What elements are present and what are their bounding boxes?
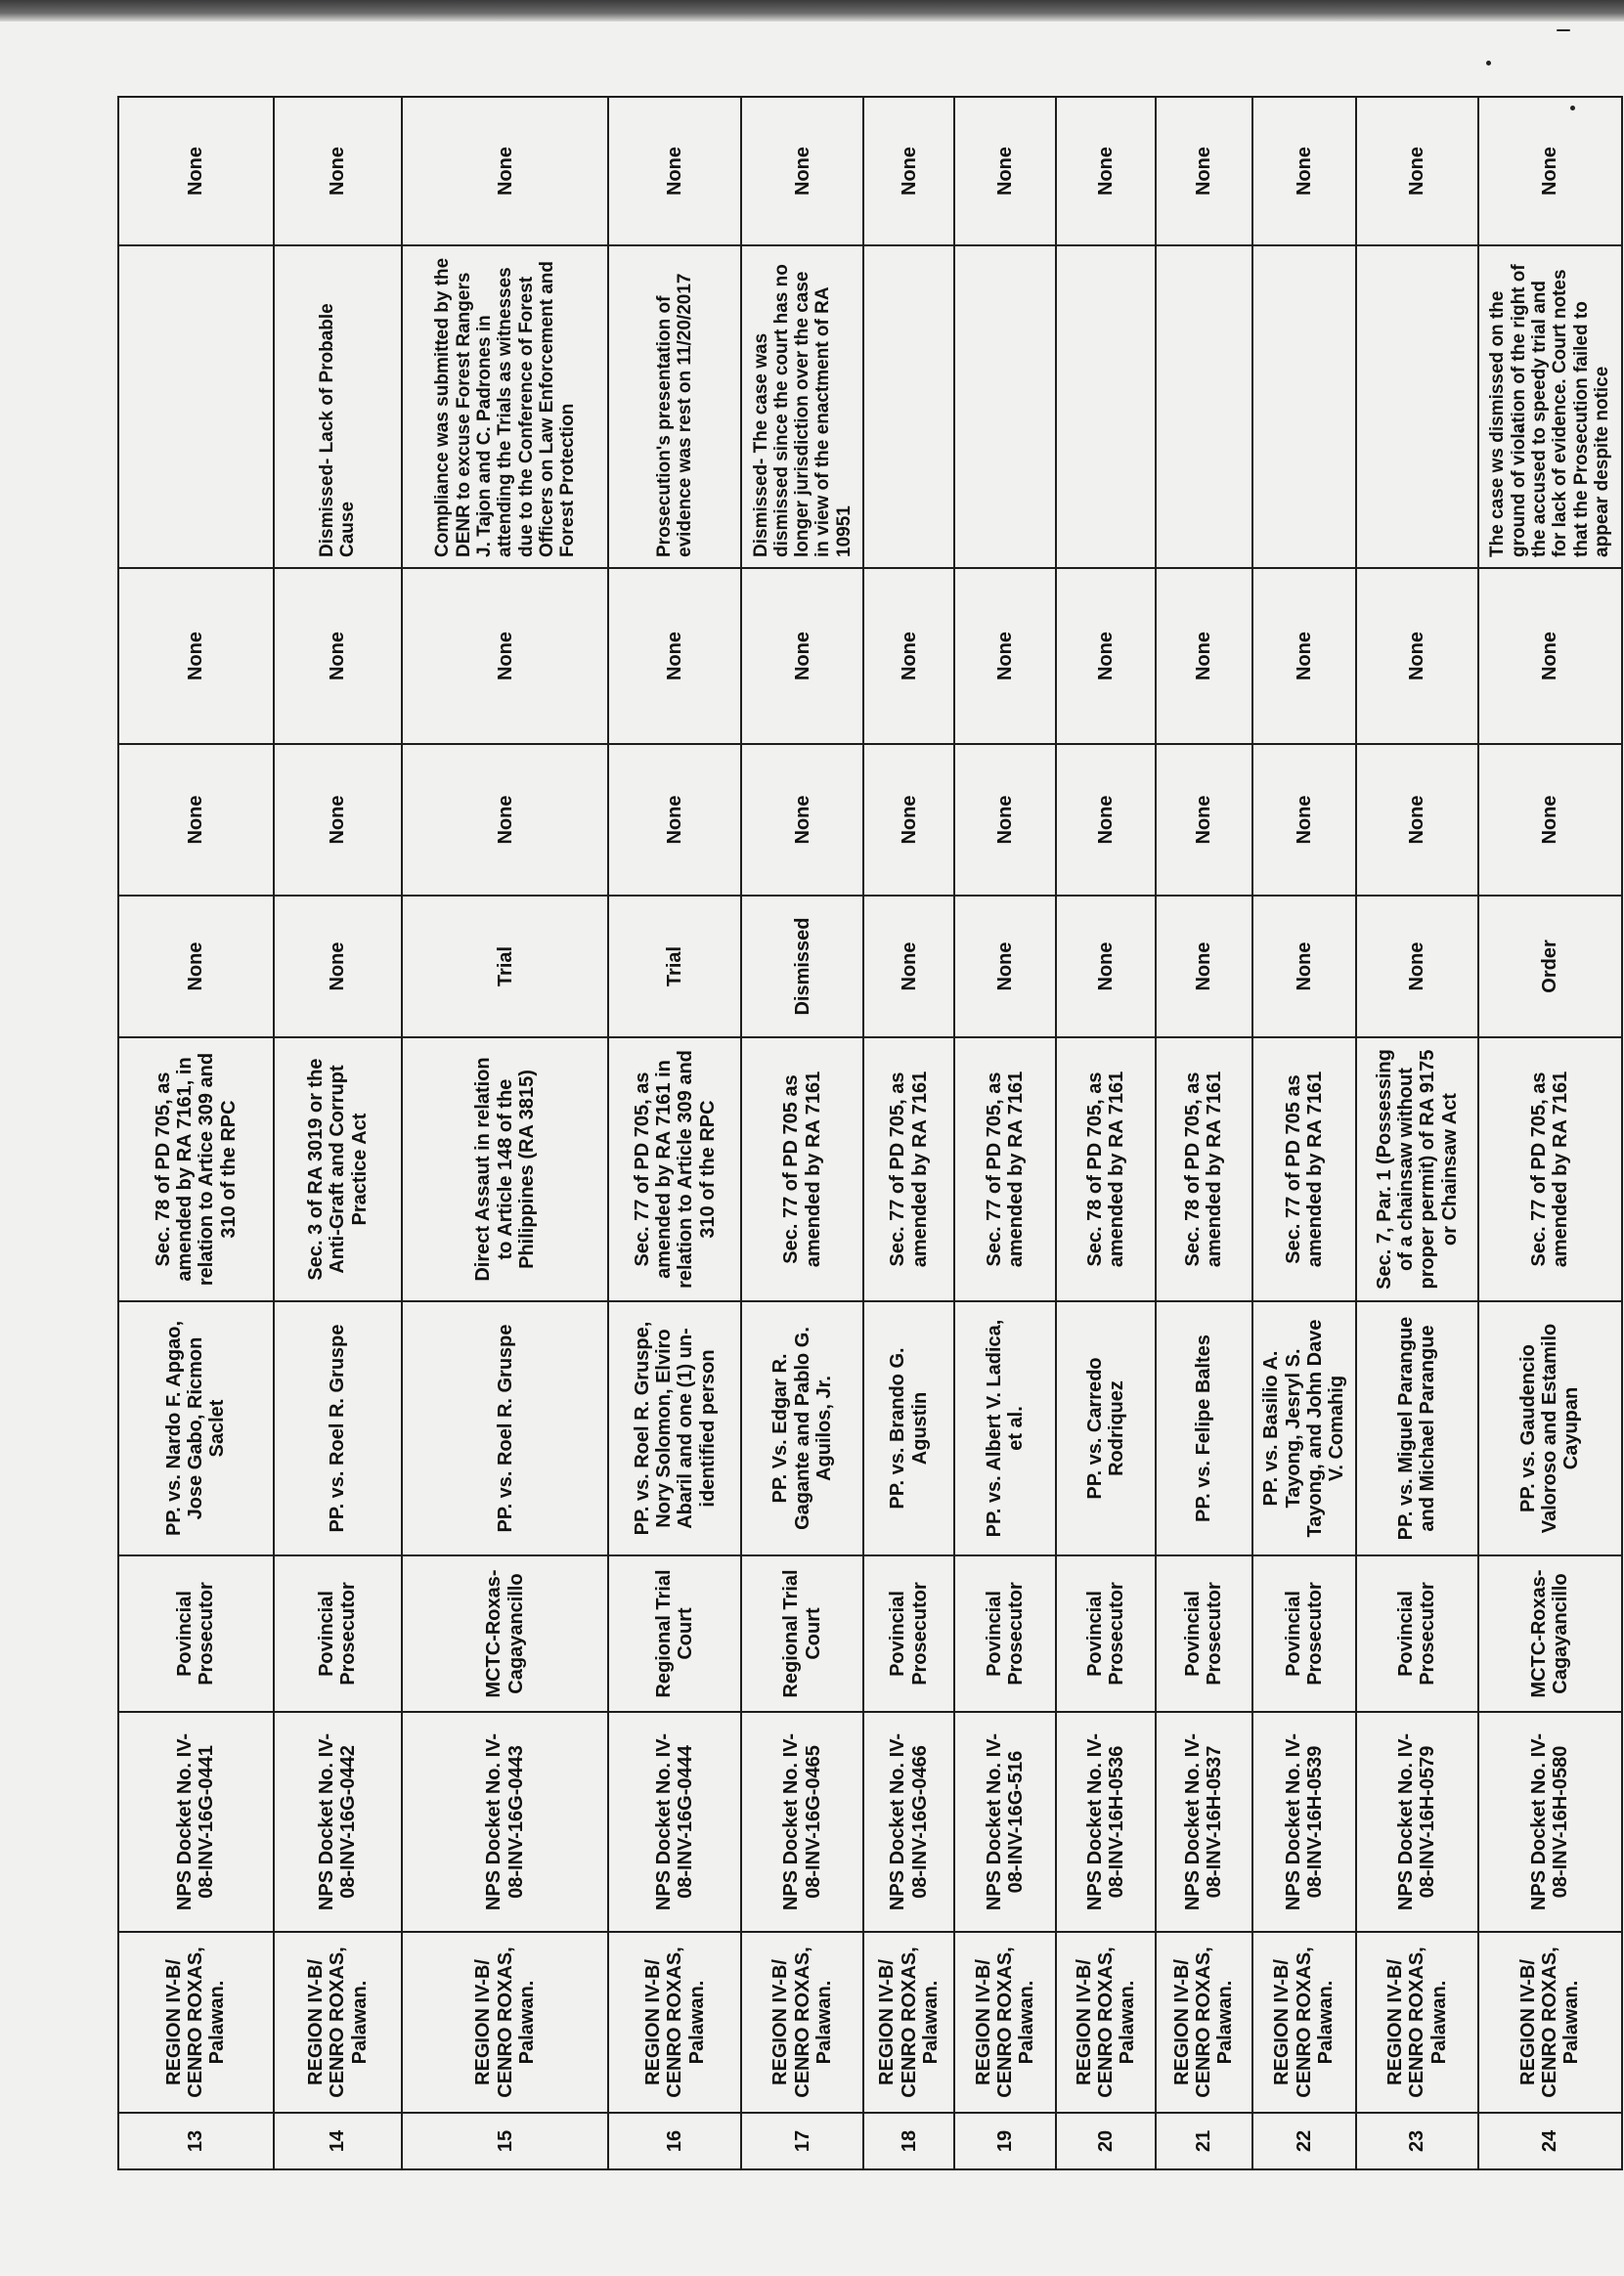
court-cell: Povincial Prosecutor [274,1555,403,1712]
court-cell: MCTC-Roxas-Cagayancillo [1478,1555,1622,1712]
remarks-cell [1056,245,1156,568]
remarks-cell: The case ws dismissed on the ground of violation of the right of the accused to speedy trial and for lack of evidence. Court notes that the Prosecution failed to appear despite notice [1478,245,1622,568]
status-cell: Dismissed [741,896,863,1037]
status-cell: None [118,896,274,1037]
rotated-page [117,98,1623,2170]
violation-cell: Sec. 77 of PD 705 as amended by RA 7161 [741,1037,863,1301]
office-cell: REGION IV-B/ CENRO ROXAS, Palawan. [1056,1932,1156,2113]
row-number-cell: 23 [1356,2113,1477,2169]
last-col-cell: None [1056,97,1156,245]
col-a-cell: None [863,744,954,896]
violation-cell: Sec. 78 of PD 705, as amended by RA 7161, in relation to Artice 309 and 310 of the RPC [118,1037,274,1301]
last-col-cell: None [402,97,608,245]
row-number-cell: 16 [608,2113,741,2169]
status-cell: Trial [402,896,608,1037]
case-title-cell: PP. vs. Roel R. Gruspe [402,1301,608,1555]
status-cell: None [1056,896,1156,1037]
docket-number-cell: NPS Docket No. IV-08-INV-16H-0536 [1056,1712,1156,1932]
case-records-table [117,96,1623,2170]
row-number-cell: 18 [863,2113,954,2169]
court-cell: MCTC-Roxas-Cagayancillo [402,1555,608,1712]
row-number-cell: 20 [1056,2113,1156,2169]
col-b-cell: None [863,568,954,744]
docket-number-cell: NPS Docket No. IV-08-INV-16H-0539 [1252,1712,1357,1932]
row-number-cell: 21 [1156,2113,1252,2169]
case-title-cell: PP. vs. Gaudencio Valoroso and Estamilo Cayupan [1478,1301,1622,1555]
col-b-cell: None [402,568,608,744]
col-a-cell: None [608,744,741,896]
remarks-cell [954,245,1056,568]
case-title-cell: PP. vs. Brando G. Agustin [863,1301,954,1555]
col-b-cell: None [1156,568,1252,744]
status-cell: None [954,896,1056,1037]
last-col-cell: None [1356,97,1477,245]
violation-cell: Sec. 3 of RA 3019 or the Anti-Graft and Corrupt Practice Act [274,1037,403,1301]
status-cell: Order [1478,896,1622,1037]
remarks-cell [1156,245,1252,568]
last-col-cell: None [863,97,954,245]
col-a-cell: None [1156,744,1252,896]
status-cell: None [274,896,403,1037]
table-row [118,97,274,2169]
docket-number-cell: NPS Docket No. IV-08-INV-16G-0466 [863,1712,954,1932]
col-a-cell: None [402,744,608,896]
last-col-cell: None [741,97,863,245]
court-cell: Povincial Prosecutor [954,1555,1056,1712]
case-title-cell: PP. Vs. Edgar R. Gagante and Pablo G. Aguilos, Jr. [741,1301,863,1555]
case-title-cell: PP. vs. Felipe Baltes [1156,1301,1252,1555]
violation-cell: Sec. 77 of PD 705 as amended by RA 7161 [1252,1037,1357,1301]
case-title-cell: PP. vs. Nardo F. Apgao, Jose Gabo, Ricmon Saclet [118,1301,274,1555]
remarks-cell: Dismissed- The case was dismissed since the court has no longer jurisdiction over the case in view of the enactment of RA 10951 [741,245,863,568]
docket-number-cell: NPS Docket No. IV-08-INV-16G-0442 [274,1712,403,1932]
status-cell: None [1356,896,1477,1037]
court-cell: Povincial Prosecutor [1356,1555,1477,1712]
case-title-cell: PP. vs. Roel R. Gruspe [274,1301,403,1555]
office-cell: REGION IV-B/ CENRO ROXAS, Palawan. [1478,1932,1622,2113]
violation-cell: Sec. 77 of PD 705, as amended by RA 7161 in relation to Article 309 and 310 of the RPC [608,1037,741,1301]
col-a-cell: None [954,744,1056,896]
status-cell: None [863,896,954,1037]
table-row [608,97,741,2169]
table-row [1478,97,1622,2169]
violation-cell: Sec. 7, Par. 1 (Possessing of a chainsaw without proper permit) of RA 9175 or Chainsaw Act [1356,1037,1477,1301]
office-cell: REGION IV-B/ CENRO ROXAS, Palawan. [608,1932,741,2113]
court-cell: Regional Trial Court [741,1555,863,1712]
status-cell: Trial [608,896,741,1037]
col-b-cell: None [1056,568,1156,744]
violation-cell: Sec. 77 of PD 705, as amended by RA 7161 [1478,1037,1622,1301]
docket-number-cell: NPS Docket No. IV-08-INV-16G-0465 [741,1712,863,1932]
table-row [1356,97,1477,2169]
col-b-cell: None [1356,568,1477,744]
last-col-cell: None [118,97,274,245]
remarks-cell [863,245,954,568]
col-b-cell: None [741,568,863,744]
table-row [274,97,403,2169]
last-col-cell: None [1156,97,1252,245]
col-b-cell: None [1252,568,1357,744]
last-col-cell: None [274,97,403,245]
last-col-cell: None [1252,97,1357,245]
docket-number-cell: NPS Docket No. IV-08-INV-16G-0444 [608,1712,741,1932]
table-row [954,97,1056,2169]
col-b-cell: None [274,568,403,744]
docket-number-cell: NPS Docket No. IV-08-INV-16H-0580 [1478,1712,1622,1932]
office-cell: REGION IV-B/ CENRO ROXAS, Palawan. [274,1932,403,2113]
col-a-cell: None [118,744,274,896]
col-a-cell: None [1056,744,1156,896]
violation-cell: Sec. 77 of PD 705, as amended by RA 7161 [863,1037,954,1301]
office-cell: REGION IV-B/ CENRO ROXAS, Palawan. [118,1932,274,2113]
violation-cell: Sec. 78 of PD 705, as amended by RA 7161 [1156,1037,1252,1301]
col-a-cell: None [1252,744,1357,896]
remarks-cell: Compliance was submitted by the DENR to excuse Forest Rangers J. Tajon and C. Padrones in attending the Trials as witnesses due to the Conference of Forest Officers on Law Enforcement and Forest Protection [402,245,608,568]
row-number-cell: 17 [741,2113,863,2169]
office-cell: REGION IV-B/ CENRO ROXAS, Palawan. [1156,1932,1252,2113]
row-number-cell: 14 [274,2113,403,2169]
row-number-cell: 19 [954,2113,1056,2169]
remarks-cell: Prosecution's presentation of evidence was rest on 11/20/2017 [608,245,741,568]
violation-cell: Direct Assaut in relation to Article 148 of the Philippines (RA 3815) [402,1037,608,1301]
remarks-cell [118,245,274,568]
court-cell: Povincial Prosecutor [118,1555,274,1712]
table-row [863,97,954,2169]
violation-cell: Sec. 78 of PD 705, as amended by RA 7161 [1056,1037,1156,1301]
scan-mark [1557,29,1570,31]
case-title-cell: PP. vs. Carredo Rodriquez [1056,1301,1156,1555]
scan-top-edge [0,0,1624,22]
violation-cell: Sec. 77 of PD 705, as amended by RA 7161 [954,1037,1056,1301]
court-cell: Povincial Prosecutor [1252,1555,1357,1712]
case-title-cell: PP. vs. Basilio A. Tayong, Jesryl S. Tayong, and John Dave V. Comahig [1252,1301,1357,1555]
last-col-cell: None [608,97,741,245]
office-cell: REGION IV-B/ CENRO ROXAS, Palawan. [402,1932,608,2113]
status-cell: None [1156,896,1252,1037]
court-cell: Povincial Prosecutor [1156,1555,1252,1712]
court-cell: Regional Trial Court [608,1555,741,1712]
office-cell: REGION IV-B/ CENRO ROXAS, Palawan. [954,1932,1056,2113]
row-number-cell: 22 [1252,2113,1357,2169]
col-b-cell: None [954,568,1056,744]
col-a-cell: None [741,744,863,896]
row-number-cell: 13 [118,2113,274,2169]
case-title-cell: PP. vs. Albert V. Ladica, et al. [954,1301,1056,1555]
status-cell: None [1252,896,1357,1037]
row-number-cell: 24 [1478,2113,1622,2169]
table-body [118,97,1622,2169]
table-row [402,97,608,2169]
remarks-cell [1252,245,1357,568]
case-title-cell: PP. vs. Miguel Parangue and Michael Parangue [1356,1301,1477,1555]
table-row [1056,97,1156,2169]
table-row [1156,97,1252,2169]
office-cell: REGION IV-B/ CENRO ROXAS, Palawan. [1356,1932,1477,2113]
col-a-cell: None [1356,744,1477,896]
docket-number-cell: NPS Docket No. IV-08-INV-16G-0443 [402,1712,608,1932]
docket-number-cell: NPS Docket No. IV-08-INV-16G-516 [954,1712,1056,1932]
table-row [741,97,863,2169]
col-b-cell: None [118,568,274,744]
docket-number-cell: NPS Docket No. IV-08-INV-16H-0537 [1156,1712,1252,1932]
office-cell: REGION IV-B/ CENRO ROXAS, Palawan. [741,1932,863,2113]
remarks-cell: Dismissed- Lack of Probable Cause [274,245,403,568]
docket-number-cell: NPS Docket No. IV-08-INV-16G-0441 [118,1712,274,1932]
office-cell: REGION IV-B/ CENRO ROXAS, Palawan. [1252,1932,1357,2113]
last-col-cell: None [954,97,1056,245]
row-number-cell: 15 [402,2113,608,2169]
remarks-cell [1356,245,1477,568]
court-cell: Povincial Prosecutor [1056,1555,1156,1712]
col-b-cell: None [1478,568,1622,744]
col-a-cell: None [274,744,403,896]
scan-speck [1486,61,1491,66]
case-title-cell: PP. vs. Roel R. Gruspe, Nory Solomon, Elviro Abaril and one (1) un-identified person [608,1301,741,1555]
docket-number-cell: NPS Docket No. IV-08-INV-16H-0579 [1356,1712,1477,1932]
col-b-cell: None [608,568,741,744]
last-col-cell: None [1478,97,1622,245]
table-row [1252,97,1357,2169]
court-cell: Povincial Prosecutor [863,1555,954,1712]
col-a-cell: None [1478,744,1622,896]
office-cell: REGION IV-B/ CENRO ROXAS, Palawan. [863,1932,954,2113]
